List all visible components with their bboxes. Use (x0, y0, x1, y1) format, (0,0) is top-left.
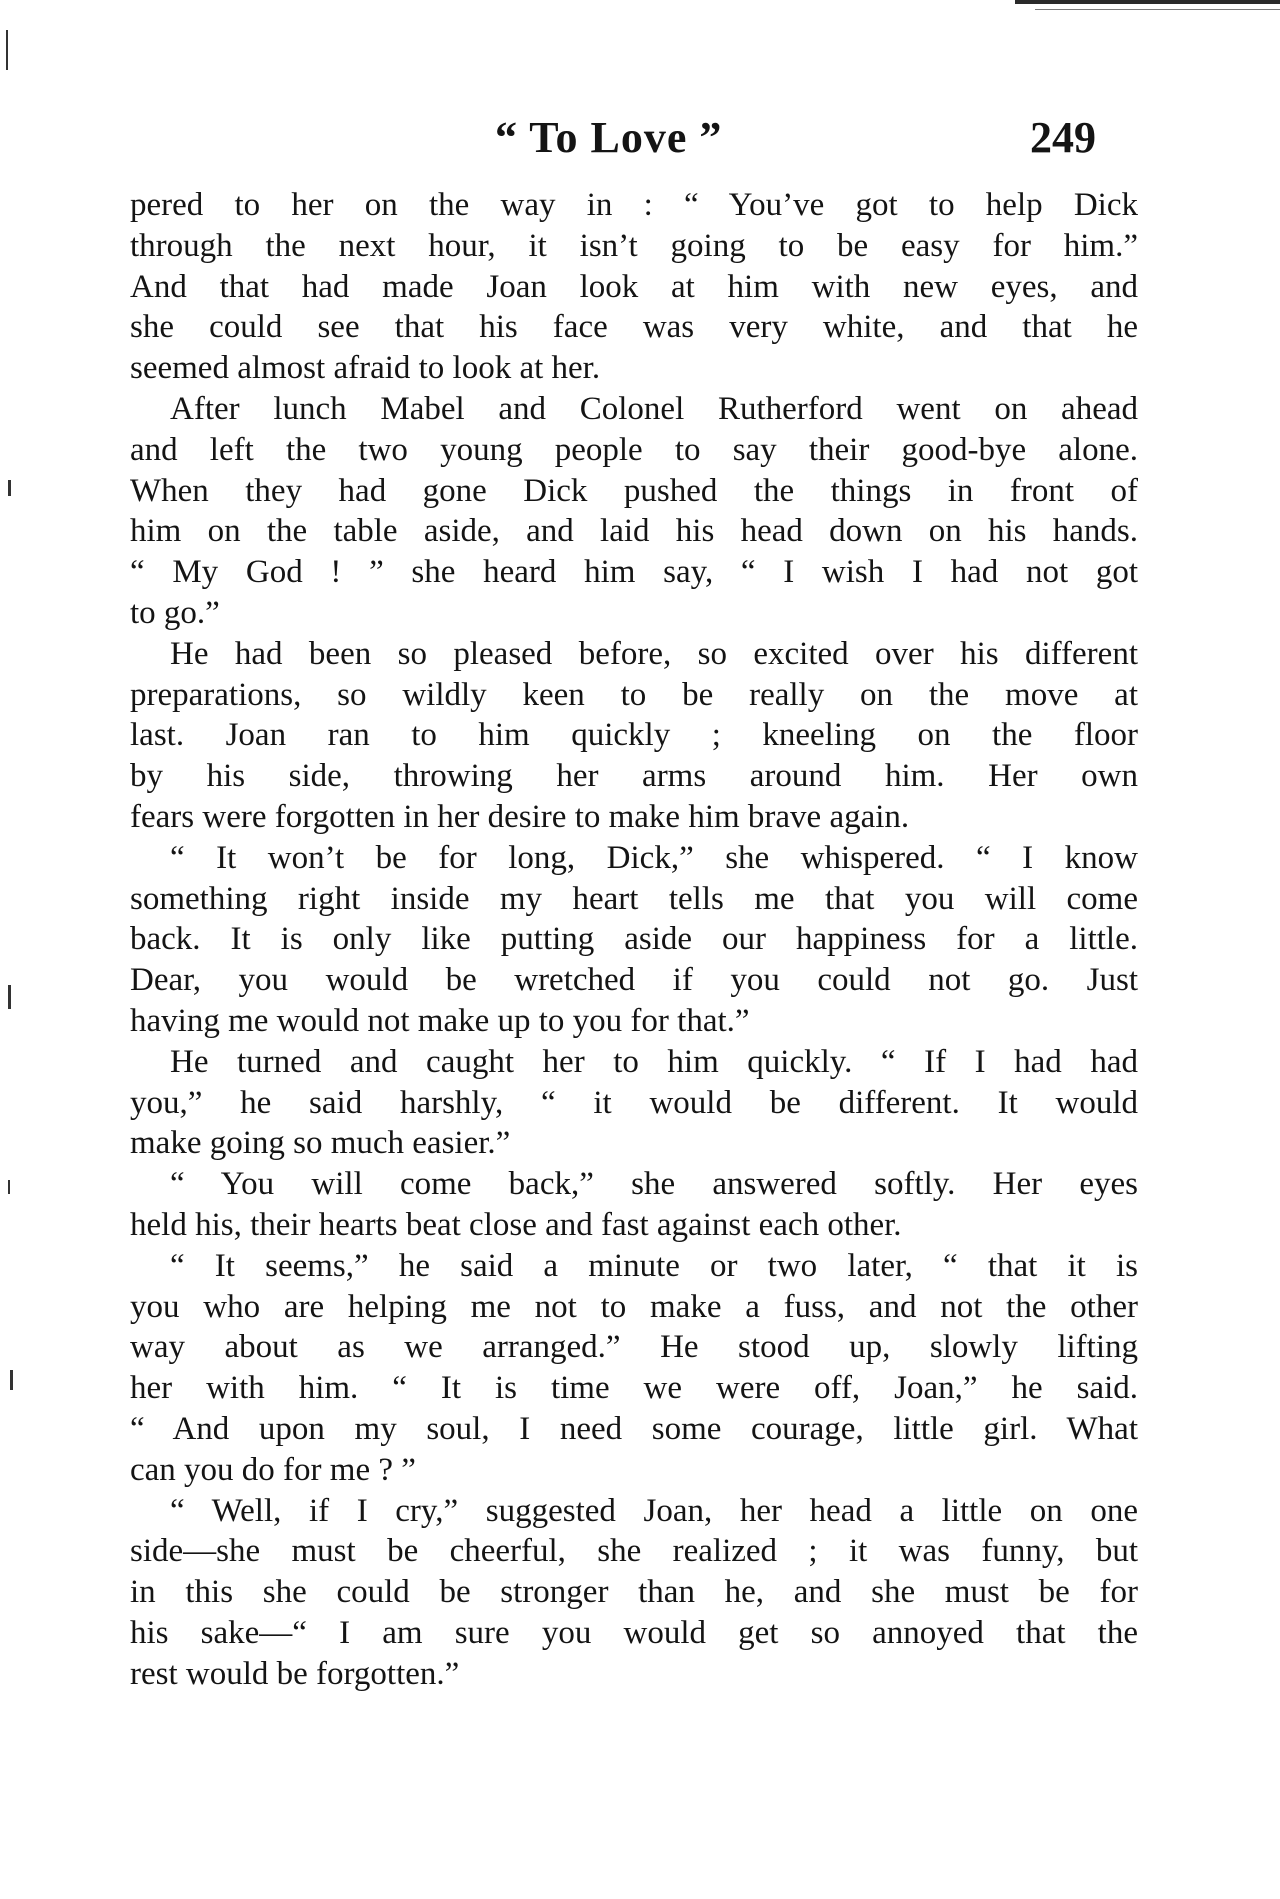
scan-speck (8, 480, 11, 496)
scan-speck (10, 1370, 13, 1390)
text-line: by his side, throwing her arms around him. Her own (130, 758, 1138, 795)
text-line: him on the table aside, and laid his head down on his hands. (130, 513, 1138, 550)
paragraph (130, 838, 1138, 1042)
text-line: “ It won’t be for long, Dick,” she whispered. “ I know (170, 839, 1138, 876)
text-line: through the next hour, it isn’t going to be easy for him.” (130, 227, 1138, 264)
top-edge-thin-rule (1035, 9, 1280, 10)
text-line: her with him. “ It is time we were off, Joan,” he said. (130, 1370, 1138, 1407)
text-line: After lunch Mabel and Colonel Rutherford went on ahead (170, 390, 1138, 427)
text-line: way about as we arranged.” He stood up, slowly lifting (130, 1329, 1138, 1366)
text-line: “ And upon my soul, I need some courage, little girl. What (130, 1410, 1138, 1447)
paragraph (130, 1164, 1138, 1246)
text-line: Dear, you would be wretched if you could not go. Just (130, 962, 1138, 999)
text-line: held his, their hearts beat close and fast against each other. (130, 1206, 902, 1243)
text-line: his sake—“ I am sure you would get so annoyed that the (130, 1614, 1138, 1651)
page-number: 249 (1030, 113, 1096, 162)
text-line: “ It seems,” he said a minute or two later, “ that it is (170, 1247, 1138, 1284)
text-line: in this she could be stronger than he, and she must be for (130, 1574, 1138, 1611)
text-line: you,” he said harshly, “ it would be different. It would (130, 1084, 1138, 1121)
text-line: And that had made Joan look at him with new eyes, and (130, 268, 1138, 305)
text-line: “ Well, if I cry,” suggested Joan, her head a little on one (170, 1492, 1138, 1529)
text-line: He turned and caught her to him quickly. “ If I had had (170, 1043, 1138, 1080)
text-line: make going so much easier.” (130, 1125, 511, 1162)
text-line: back. It is only like putting aside our happiness for a little. (130, 921, 1138, 958)
text-line: something right inside my heart tells me that you will come (130, 880, 1138, 917)
paragraph (130, 634, 1138, 838)
body-text (130, 185, 1138, 1694)
paragraph (130, 1491, 1138, 1695)
text-line: you who are helping me not to make a fuss, and not the other (130, 1288, 1138, 1325)
paragraph (130, 185, 1138, 389)
scan-speck (8, 1180, 10, 1194)
text-line: When they had gone Dick pushed the things in front of (130, 472, 1138, 509)
scan-speck (8, 985, 11, 1009)
text-line: side—she must be cheerful, she realized ; it was funny, but (130, 1533, 1138, 1570)
text-line: and left the two young people to say their good-bye alone. (130, 431, 1138, 468)
paragraph (130, 1042, 1138, 1164)
text-line: pered to her on the way in : “ You’ve got to help Dick (130, 187, 1138, 223)
paragraph (130, 1246, 1138, 1491)
text-line: seemed almost afraid to look at her. (130, 350, 601, 387)
top-edge-rule (1015, 0, 1280, 4)
paragraph (130, 389, 1138, 634)
text-line: “ You will come back,” she answered softly. Her eyes (170, 1166, 1138, 1203)
text-line: she could see that his face was very white, and that he (130, 309, 1138, 346)
text-line: last. Joan ran to him quickly ; kneeling on the floor (130, 717, 1138, 754)
scan-speck (6, 30, 8, 70)
running-header (0, 112, 1280, 162)
text-line: rest would be forgotten.” (130, 1655, 460, 1692)
text-line: having me would not make up to you for that.” (130, 1002, 750, 1039)
text-line: fears were forgotten in her desire to make him brave again. (130, 798, 910, 835)
text-line: to go.” (130, 594, 220, 631)
chapter-title: “ To Love ” (495, 113, 723, 162)
text-line: “ My God ! ” she heard him say, “ I wish I had not got (130, 554, 1138, 591)
text-line: He had been so pleased before, so excited over his different (170, 635, 1138, 672)
text-line: can you do for me ? ” (130, 1451, 416, 1488)
text-line: preparations, so wildly keen to be really on the move at (130, 676, 1138, 713)
